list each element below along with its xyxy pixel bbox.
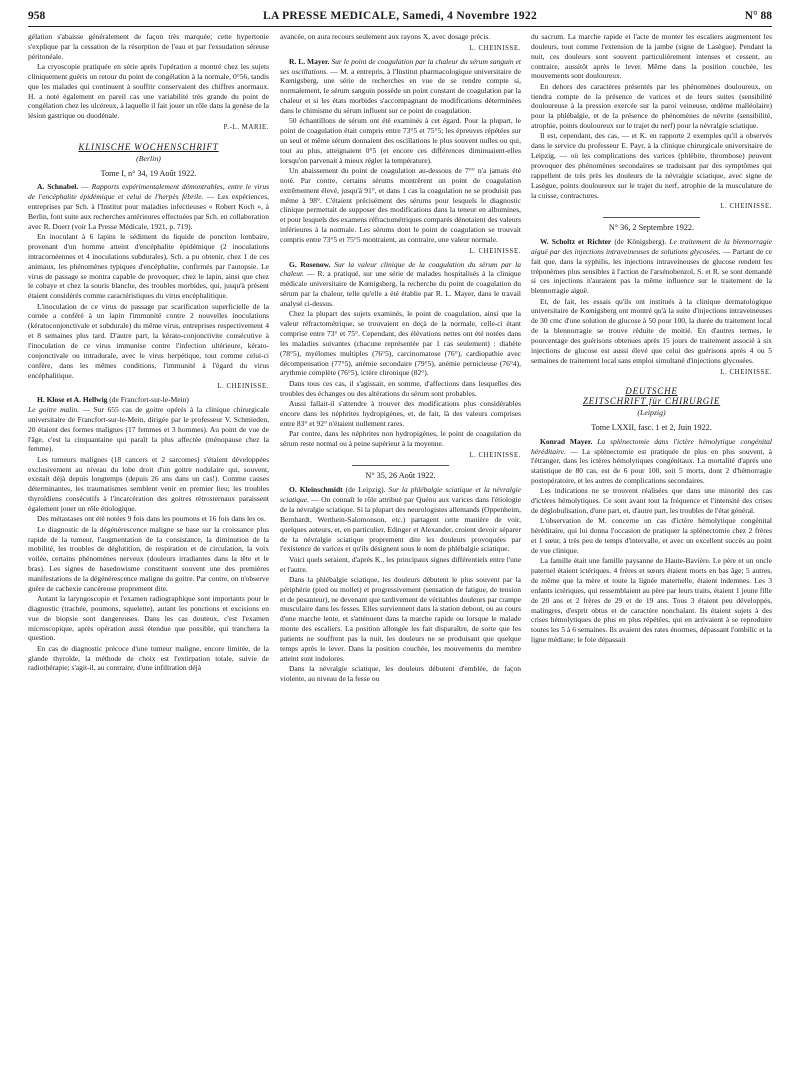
signature: L. CHEINISSE. xyxy=(720,368,772,376)
paragraph: En dehors des caractères présentés par les phénomènes douloureux, on tiendra compte de la présence de varices et de leurs suites (sensibilité douloureuse à la pression exercée sur la paroi veineuse, œdème malléolaire) pour la phlébalgie, et de la présence de phénomènes de névrite (sensibilité, atrophie, points douloureux sur le trajet du nerf) pour la névralgie sciatique. xyxy=(531,81,772,131)
article-abstract: R. L. Mayer. Sur le point de coagulation par la chaleur du sérum sanguin et ses oscillations. — M. a entrepris, à l'Institut pharmacologique universitaire de Kœnigsberg, une série de recherches en vue de se rendre compte si, normalement, le sérum sanguin possède un point constant de coagulation par la chaleur et si les états morbides s'accompagnant de modifications déterminées dans le chimisme du sérum influent sur ce point de coagulation. xyxy=(280,56,521,115)
paragraph: Aussi fallait-il s'attendre à trouver des modifications plus considérables encore dans les néphrites hydropigènes, et, de fait, là des valeurs comprises entre 83° et 92° n'étaient nullement rares. xyxy=(280,398,521,428)
article-title: Sur le point de coagulation par la chaleur du sérum sanguin et ses oscillations. xyxy=(280,56,521,76)
article-abstract: Konrad Mayer. La splénectomie dans l'ictère hémolytique congénital héréditaire. — La splénectomie est pratiquée de plus en plus souvent, à l'étranger, dans les ictères hémolytiques congénitaux. La mortalité d'après une statistique de 80 cas, est de 6 pour 100, soit 5 morts, dont 2 d'hémorragie postopératoire, et les autres de complications secondaires. xyxy=(531,436,772,486)
journal-title: LA PRESSE MEDICALE, Samedi, 4 Novembre 1922 xyxy=(262,10,537,22)
issue-line: N° 35, 26 Août 1922. xyxy=(365,471,436,481)
article-title: La splénectomie dans l'ictère hémolytique congénital héréditaire. xyxy=(531,436,772,456)
article-author: A. Schnabel. xyxy=(37,182,79,192)
article-abstract: A. Schnabel. — Rapports expérimentalement démontrables, entre le virus de l'encéphalite épidémique et celui de l'herpès fébrile. — Les expériences, entreprises par Sch. à l'Institut pour maladies infectieuses « Robert Koch », à Berlin, font suite aux recherches antérieures effectuées par Sch. en collaboration avec R. Doerr (voir La Presse Médicale, 1921, p. 719). xyxy=(28,182,269,231)
section-divider xyxy=(352,465,448,466)
paragraph: Autant la laryngoscopie et l'examen radiographique sont importants pour le diagnostic (trachée, poumons, squelette), autant les ponctions et excisions en vue de biopsie sont dangereuses. Dans les cas douteux, c'est l'examen microscopique, après opération aussi étendue que possible, qui tranchera la question. xyxy=(28,594,269,643)
paragraph: L'observation de M. concerne un cas d'ictère hémolytique congénital héréditaire, qui lui donna l'occasion de pratiquer la splénectomie chez 2 frères et 1 sœur, à très peu de temps d'intervalle, et avec un excellent succès au point de vue clinique. xyxy=(531,516,772,555)
column-1 xyxy=(28,32,269,1078)
paragraph: L'inoculation de ce virus de passage par scarification superficielle de la cornée a conféré à un lapin l'immunité contre 2 nouvelles inoculations (kératoconjonctivale et subdurale) du même virus, entreprises respectivement 4 et 8 semaines plus tard. D'autre part, la kérato-conjonctivite consécutive à l'inoculation de ce virus immunise contre l'infection ultérieure, kérato-conjonctivale ou intradurale, avec le virus herpétique, tout comme celui-ci confère, dans les mêmes conditions, l'immunité à l'égard du virus encéphalitique. xyxy=(28,301,269,380)
article-title: Sur la phlébalgie sciatique et la névralgie sciatique. xyxy=(280,485,521,505)
article-author: R. L. Mayer. xyxy=(289,56,330,66)
article-author: W. Scholtz et Richter xyxy=(540,237,612,247)
article-author: O. Kleinschmidt xyxy=(289,485,343,495)
paragraph: Dans tous ces cas, il s'agissait, en somme, d'affections dans lesquelles des troubles des échanges ou des altérations du sérum sont probables. xyxy=(280,378,521,398)
header-rule xyxy=(28,26,772,27)
article-title: Le goitre malin. xyxy=(28,405,80,415)
issue-line: N° 36, 2 Septembre 1922. xyxy=(608,223,695,233)
journal-city: (Leipzig) xyxy=(637,408,666,418)
paragraph: Chez la plupart des sujets examinés, le point de coagulation, ainsi que la valeur réfractométrique, se trouvaient en deçà de la normale, celle-ci étant comprise entre 73° et 75°. Cependant, des élévations nettes ont été notées dans les maladies suivantes (chacune représentée par 1 cas seulement) : diabète (78°5), myélomes multiples (76°5), carcinomatose (76°), cardiopathie avec décompensation (77°5), anémie secondaire (79°5), anémie pernicieuse (76°4), arythmie complète (76°5), ictère chronique (82°). xyxy=(280,309,521,378)
paragraph: Dans la phlébalgie sciatique, les douleurs débutent le plus souvent par la périphérie (pied ou mollet) et progressivement (sensation de fatigue, de tension et de pesanteur), ne devenant que tardivement de véritables douleurs par crampe musculaire dans les fesses. Elles surviennent dans la station debout, ou au cours d'une marche lente, et s'atténuent dans la marche rapide ou lorsque le malade monte des escaliers. La position allongée les fait disparaître, de sorte que les patients ne souffrent pas la nuit, les douleurs ne se produisant que quelque temps après le lever. Dans la position couchée, les mouvements du membre atteint sont indolores. xyxy=(280,574,521,663)
article-abstract: G. Rosenow. Sur la valeur clinique de la coagulation du sérum par la chaleur. — R. a pratiqué, sur une série de malades hospitalisés à la clinique médicale universitaire de Kœnigsberg, la recherche du point de coagulation du sérum par la chaleur, telle qu'elle a été établie par R. L. Mayer, dans le travail analysé ci-dessus. xyxy=(280,259,521,308)
article-abstract: W. Scholtz et Richter (de Königsberg). Le traitement de la blennorragie aiguë par des injections intraveineuses de solutions glycosées. — Partant de ce fait que, dans la syphilis, les injections intraveineuses de glucose rendent les tréponèmes plus sensibles à l'action de l'arsénobenzol, S. et R. se sont demandé si ces injections n'auraient pas la même influence sur le traitement de la blennorragie aiguë. xyxy=(531,237,772,296)
article-abstract: H. Klose et A. Hellwig (de Francfort-sur-le-Mein) Le goitre malin. — Sur 655 cas de goitre opérés à la clinique chirurgicale universitaire de Francfort-sur-le-Mein, dirigée par le professeur V. Schmieden, 20 étaient des formes malignes (17 femmes et 3 hommes). Au point de vue de l'âge, c'est la cinquantaine qui paraît la plus affectée (ménopause chez la femme). xyxy=(28,395,269,454)
article-title: Sur la valeur clinique de la coagulation du sérum par la chaleur. xyxy=(280,259,521,279)
paragraph: Le diagnostic de la dégénérescence maligne se base sur la croissance plus rapide de la tumeur, l'augmentation de la consistance, la diminution de la mobilité, les troubles de déglutition, de respiration et de circulation, la voix voilée, certains phénomènes nerveux (douleurs irradiantes dans la tête et le bras). Les signes de basedowisme constituent souvent une des premières manifestations de la dégénérescence maligne du goitre. Par contre, on n'observe guère de cachexie cancéreuse proprement dite. xyxy=(28,524,269,593)
paragraph: Un abaissement du point de coagulation au-dessous de 7°° n'a jamais été noté. Par contre, certains sérums montrèrent un point de coagulation extrêmement élevé, jusqu'à 91°, et dans 1 cas la coagulation ne se produisit pas même à 98°. C'étaient précisément des sérums pour lesquels le diagnostic clinique permettait de supposer des modifications dans la teneur en albumines, et pour lesquels des examens réfractométriques comparés dénotaient des valeurs inférieures à la normale. Les sérums dont le point de coagulation se trouvait compris entre 73°5 et 75°5 montraient, au contraire, une valeur normale. xyxy=(280,165,521,244)
issue-line: Tome LXXII, fasc. 1 et 2, Juin 1922. xyxy=(591,422,712,432)
article-title: Rapports expérimentalement démontrables, entre le virus de l'encéphalite épidémique et celui de l'herpès fébrile. xyxy=(28,182,269,202)
signature: P.-L. MARIE. xyxy=(223,124,269,132)
article-title: Le traitement de la blennorragie aiguë par des injections intraveineuses de solutions glycosées. xyxy=(531,237,772,256)
paragraph: avancée, on aura recours seulement aux rayons X, avec dosage précis. xyxy=(280,32,491,41)
column-2 xyxy=(280,32,521,1078)
article-author: G. Rosenow. xyxy=(289,259,331,269)
paragraph: Par contre, dans les néphrites non hydropigènes, le point de coagulation du sérum reste normal ou à peine supérieur à la moyenne. xyxy=(280,428,521,448)
paragraph: du sacrum. La marche rapide et l'acte de monter les escaliers augmentent les douleurs, tout comme l'extension de la jambe (signe de Lasègue). Pendant la nuit, ces douleurs sont souvent particulièrement intenses et cessent, au contraire, aussitôt après le lever. Même dans la position couchée, les mouvements sont douloureux. xyxy=(531,32,772,81)
journal-heading: DEUTSCHE ZEITSCHRIFT für CHIRURGIE xyxy=(582,386,721,407)
page-number: 958 xyxy=(28,10,46,22)
section-divider xyxy=(603,217,699,218)
paragraph: Voici quels seraient, d'après K., les principaux signes différentiels entre l'une et l'autre. xyxy=(280,554,521,574)
column-3 xyxy=(531,32,772,1078)
paragraph: Des métastases ont été notées 9 fois dans les poumons et 16 fois dans les os. xyxy=(37,514,266,524)
journal-city: (Berlin) xyxy=(136,153,161,163)
paragraph: La cryoscopie pratiquée en série après l'opération a montré chez les sujets cliniquement guéris un retour du point de congélation à la normale, 0°56, tandis que les malades qui continuent à souffrir conservaient des chiffres anormaux. H. a noté également en pareil cas une variabilité très grande du point de congélation chez les ulcéreux, à laquelle il fait jouer un rôle dans la genèse de la lésion gastrique ou duodénale. xyxy=(28,62,269,121)
paragraph: En inoculant à 6 lapins le sédiment du liquide de ponction lombaire, provenant d'un homme atteint d'encéphalite épidémique (2 inoculations intracornéennes et 4 inoculations subdurales), Sch. a pu obtenir, chez 1 de ces animaux, les phénomènes typiques d'encéphalite, confirmés par l'autopsie. Le virus de passage se montra capable de provoquer, chez le lapin, ainsi que chez le cobaye et chez la souris blanche, des troubles morbides, qui, jusqu'à présent étaient considérés comme caractéristiques du virus encéphalitique. xyxy=(28,232,269,301)
paragraph: La famille était une famille paysanne de Haute-Bavière. Le père et un oncle paternel étaient ictériques. 4 frères et sœurs étaient morts en bas âge; 5 autres, de même que la mère et toute la lignée maternelle, étaient indemnes. Les 3 enfants ictériques, qui ressemblaient au père par leurs traits, étaient 1 jeune fille de 20 ans et 2 frères de 29 et de 19 ans. Tous 3 étaient peu développés, malingres, d'esprit obtus et de caractère nonchalant. Ils étaient sujets à des crises hémolytiques de plus en plus répétées, qui en arrivaient à se reproduire toutes les 5 à 6 semaines. Ils avaient des rates énormes, dépassant l'ombilic et la ligne médiane; le foie dépassait xyxy=(531,556,772,645)
article-author: Konrad Mayer. xyxy=(540,436,593,446)
article-abstract: O. Kleinschmidt (de Leipzig). Sur la phlébalgie sciatique et la névralgie sciatique. — On connaît le rôle attribué par Quénu aux varices dans l'étiologie de la névralgie sciatique. Si la plupart des neurologistes allemands (Oppenheim, Bernhardt, Werthein-Salomonson, etc.) partagent cette manière de voir, quelques auteurs, et, en particulier, Edinger et Alexander, croient devoir séparer de la névralgie sciatique proprement dite les douleurs provoquées par l'existence de varices et qu'ils désignent sous le nom de phlébalgie sciatique. xyxy=(280,485,521,554)
paragraph: Il est, cependant, des cas, — et K. en rapporte 2 exemples qu'il a observés dans le service du professeur E. Payr, à la clinique chirurgicale universitaire de Leipzig, — où les complications des varices (phlébite, thrombose) peuvent provoquer des phénomènes secondaires se traduisant par des symptômes qui rappellent de très près les douleurs de la névralgie sciatique, avec signe de Lasègue, points douloureux sur le trajet du nerf, atrophie de la musculature de la cuisse, contractures. xyxy=(531,131,772,200)
signature: L. CHEINISSE. xyxy=(469,247,521,255)
paragraph: En cas de diagnostic précoce d'une tumeur maligne, encore limitée, de la glande thyroïde, la méthode de choix est l'extirpation totale, suivie de radiothérapie; s'agit-il, au contraire, d'une infiltration déjà xyxy=(28,643,269,673)
paragraph: gélation s'abaisse généralement de façon très marquée; cette hypertonie s'explique par la cessation de la résorption de l'eau et par l'exsudation séreuse péritonéale. xyxy=(28,32,269,61)
paragraph: Et, de fait, les essais qu'ils ont institués à la clinique dermatologique universitaire de Kœnigsberg ont montré qu'à la suite d'injections intraveineuses de 30 cmc d'une solution de glucose à 50 pour 100, la durée du traitement local de la blennorragie se trouve réduite de moitié. En d'autres termes, le pourcentage des guérisons obtenues après 15 jours de traitement associé à six injections de glucose est aussi élevé que celui des guérisons après 4 ou 5 semaines de traitement local sans emploi simultané d'injections glycosées. xyxy=(531,296,772,365)
signature: L. CHEINISSE. xyxy=(469,44,521,52)
article-author: H. Klose et A. Hellwig xyxy=(37,395,108,405)
issue-number: N° 88 xyxy=(744,10,772,22)
page-header xyxy=(28,7,772,27)
issue-line: Tome I, n° 34, 19 Août 1922. xyxy=(100,168,197,178)
journal-heading: KLINISCHE WOCHENSCHRIFT xyxy=(78,141,219,152)
paragraph: Dans la névralgie sciatique, les douleurs débutent d'emblée, de façon violente, au niveau de la fesse ou xyxy=(280,663,521,683)
signature: L. CHEINISSE. xyxy=(720,203,772,211)
signature: L. CHEINISSE. xyxy=(217,383,269,391)
signature: L. CHEINISSE. xyxy=(469,451,521,459)
paragraph: 50 échantillons de sérum ont été examinés à cet égard. Pour la plupart, le point de coagulation était compris entre 73°5 et 75°5; les épreuves répétées sur un seul et même sérum donnaient des oscillations le plus souvent nulles ou qui, tout au plus, atteignaient 0°5 (et encore ces différences diminuaient-elles lorsqu'on parvenait à mieux régler la température). xyxy=(280,116,521,165)
paragraph: Les indications ne se trouvent réalisées que dans une minorité des cas d'ictères hémolytiques. Ce sont avant tout la fréquence et l'intensité des crises de déglobulisation, d'une part, et, d'autre part, les troubles de l'état général. xyxy=(531,486,772,516)
paragraph: Les tumeurs malignes (18 cancers et 2 sarcomes) s'étaient développées exclusivement au niveau du lobe droit d'un goitre nodulaire qui, souvent, existait déjà depuis longtemps (depuis 26 ans dans un cas!). Comme causes déterminantes, les traumatismes semblent venir en premier lieu; les troubles thyroïdiens consécutifs à l'incarcération des goitres rétrosternaux paraissent également jouer un rôle étiologique. xyxy=(28,454,269,513)
